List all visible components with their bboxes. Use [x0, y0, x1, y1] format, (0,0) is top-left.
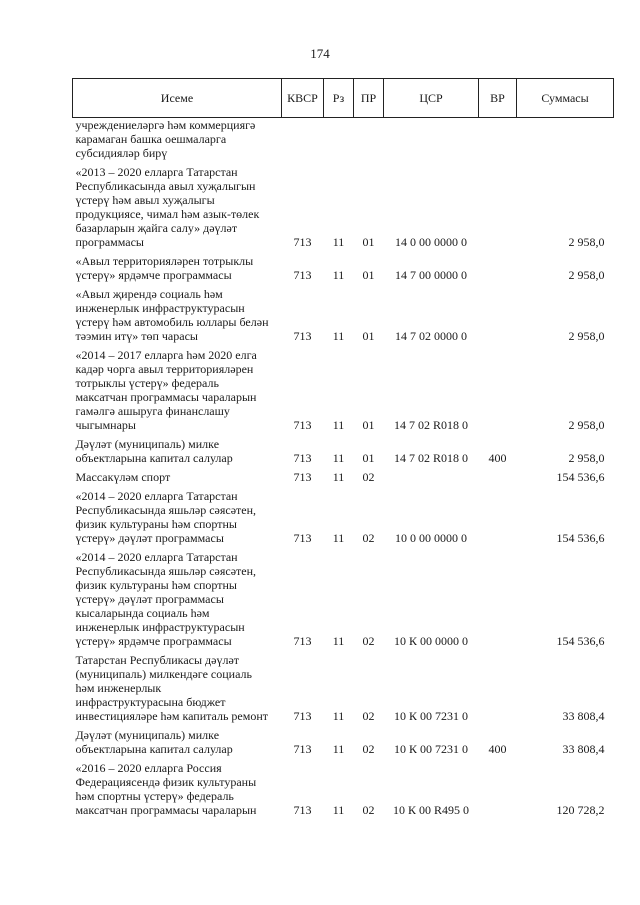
row-vr: [479, 550, 517, 653]
row-rz: 11: [332, 803, 345, 817]
row-kvsr: 713: [293, 470, 312, 484]
row-pr: 01: [362, 329, 375, 343]
table-row: [73, 761, 614, 822]
row-sum: [517, 118, 614, 166]
row-rz: 11: [332, 470, 345, 484]
row-kvsr: 713: [293, 268, 312, 282]
row-pr: 02: [362, 709, 375, 723]
row-name: [73, 437, 282, 470]
row-csr: 10 0 00 0000 0: [395, 531, 467, 545]
row-kvsr: 713: [293, 742, 312, 756]
row-rz: 11: [332, 418, 345, 432]
row-name: [73, 653, 282, 728]
header-name: Исеме: [73, 79, 282, 118]
header-kvsr: КВСР: [282, 79, 324, 118]
row-name: [73, 254, 282, 287]
table-row: [73, 165, 614, 254]
row-sum: 154 536,6: [556, 634, 605, 648]
row-pr: 01: [362, 451, 375, 465]
table-row: [73, 550, 614, 653]
header-rz: Рз: [324, 79, 354, 118]
row-csr: 14 7 00 0000 0: [395, 268, 467, 282]
row-name: [73, 470, 282, 489]
row-pr: 02: [362, 803, 375, 817]
row-csr: 14 7 02 0000 0: [395, 329, 467, 343]
row-csr: 14 0 00 0000 0: [395, 235, 467, 249]
header-pr: ПР: [354, 79, 384, 118]
row-name-text: «2013 – 2020 елларга Татарстан Республикасында авыл хуҗалыгын үстерү һәм авыл хуҗалыгы продукциясе, чимал һәм азык-төлек базарларын җайга салу» дәүләт программасы: [75, 165, 260, 249]
row-kvsr: [282, 118, 324, 166]
table-row: [73, 728, 614, 761]
row-csr: 10 К 00 7231 0: [393, 709, 468, 723]
row-name-text: «2014 – 2020 елларга Татарстан Республикасында яшьләр сәясәтен, физик культураны һәм спортны үстерү» дәүләт программасы: [75, 489, 257, 545]
table-body: [73, 118, 614, 823]
table-row: [73, 118, 614, 166]
row-csr: 14 7 02 R018 0: [393, 451, 468, 465]
row-name-text: «2014 – 2017 елларга һәм 2020 елга кадәр чорга авыл территорияләрен тотрыклы үстерү» федераль максатчан программасы чараларын гамәлгә ашыруга финанслашу чыгымнары: [75, 348, 257, 432]
row-rz: 11: [332, 451, 345, 465]
row-pr: 02: [362, 634, 375, 648]
table-row: [73, 489, 614, 550]
row-vr: [479, 348, 517, 437]
row-vr: 400: [488, 451, 507, 465]
row-name-text: Татарстан Республикасы дәүләт (муниципаль) милкендәге социаль һәм инженерлык инфраструктурасына бюджет инвестицияләре һәм капиталь ремонт: [75, 653, 269, 723]
row-name-text: «2016 – 2020 елларга Россия Федерациясендә физик культураны һәм спортны үстерү» федераль максатчан программасы чараларын: [75, 761, 257, 817]
row-kvsr: 713: [293, 634, 312, 648]
table-row: [73, 254, 614, 287]
header-vr: ВР: [479, 79, 517, 118]
row-csr: 14 7 02 R018 0: [393, 418, 468, 432]
row-kvsr: 713: [293, 418, 312, 432]
row-vr: [479, 165, 517, 254]
row-pr: 01: [362, 418, 375, 432]
row-csr: [384, 470, 479, 489]
table-row: [73, 348, 614, 437]
row-csr: 10 К 00 R495 0: [392, 803, 469, 817]
row-sum: 2 958,0: [568, 329, 605, 343]
table-row: [73, 653, 614, 728]
row-name-text: учреждениеләргә һәм коммерциягә карамаган башка оешмаларга субсидияләр бирү: [75, 118, 256, 160]
row-name: [73, 165, 282, 254]
row-vr: [479, 287, 517, 348]
row-pr: 01: [362, 268, 375, 282]
row-kvsr: 713: [293, 329, 312, 343]
row-sum: 2 958,0: [568, 451, 605, 465]
row-vr: [479, 489, 517, 550]
row-rz: 11: [332, 634, 345, 648]
row-kvsr: 713: [293, 235, 312, 249]
row-csr: [384, 118, 479, 166]
row-vr: [479, 470, 517, 489]
row-sum: 2 958,0: [568, 268, 605, 282]
row-kvsr: 713: [293, 803, 312, 817]
row-kvsr: 713: [293, 709, 312, 723]
row-pr: 01: [362, 235, 375, 249]
row-csr: 10 К 00 7231 0: [393, 742, 468, 756]
row-vr: [479, 761, 517, 822]
row-pr: 02: [362, 742, 375, 756]
row-rz: 11: [332, 329, 345, 343]
row-sum: 33 808,4: [562, 709, 605, 723]
row-name: [73, 118, 282, 166]
row-sum: 33 808,4: [562, 742, 605, 756]
row-pr: 02: [362, 470, 375, 484]
row-sum: 2 958,0: [568, 418, 605, 432]
row-rz: 11: [332, 742, 345, 756]
row-name-text: Массакүләм спорт: [75, 470, 171, 484]
row-rz: 11: [332, 709, 345, 723]
row-csr: 10 К 00 0000 0: [393, 634, 468, 648]
row-rz: [324, 118, 354, 166]
table-row: [73, 437, 614, 470]
row-sum: 120 728,2: [556, 803, 605, 817]
header-csr: ЦСР: [384, 79, 479, 118]
row-sum: 154 536,6: [556, 531, 605, 545]
row-name: [73, 761, 282, 822]
row-rz: 11: [332, 531, 345, 545]
row-sum: 2 958,0: [568, 235, 605, 249]
row-name: [73, 489, 282, 550]
row-name: [73, 287, 282, 348]
row-kvsr: 713: [293, 531, 312, 545]
row-vr: 400: [488, 742, 507, 756]
row-name-text: Дәүләт (муниципаль) милке объектларына капитал салулар: [75, 728, 233, 756]
table-row: [73, 470, 614, 489]
row-name-text: «Авыл җирендә социаль һәм инженерлык инфраструктурасын үстерү һәм автомобиль юллары белән тәэмин итү» төп чарасы: [75, 287, 269, 343]
budget-table: [72, 78, 614, 822]
row-pr: 02: [362, 531, 375, 545]
row-name-text: «Авыл территорияләрен тотрыклы үстерү» ярдәмче программасы: [75, 254, 254, 282]
table-header-row: [73, 79, 614, 118]
row-vr: [479, 653, 517, 728]
row-name: [73, 348, 282, 437]
page-number: 174: [310, 46, 330, 61]
row-rz: 11: [332, 235, 345, 249]
row-name: [73, 550, 282, 653]
row-rz: 11: [332, 268, 345, 282]
row-pr: [354, 118, 384, 166]
row-kvsr: 713: [293, 451, 312, 465]
header-sum: Суммасы: [517, 79, 614, 118]
row-sum: 154 536,6: [556, 470, 605, 484]
row-name-text: «2014 – 2020 елларга Татарстан Республикасында яшьләр сәясәтен, физик культураны һәм спортны үстерү» дәүләт программасы кысаларында социаль һәм инженерлык инфраструктурасын үстерү» ярдәмче программасы: [75, 550, 257, 648]
row-vr: [479, 118, 517, 166]
row-vr: [479, 254, 517, 287]
table-row: [73, 287, 614, 348]
row-name-text: Дәүләт (муниципаль) милке объектларына капитал салулар: [75, 437, 233, 465]
row-name: [73, 728, 282, 761]
